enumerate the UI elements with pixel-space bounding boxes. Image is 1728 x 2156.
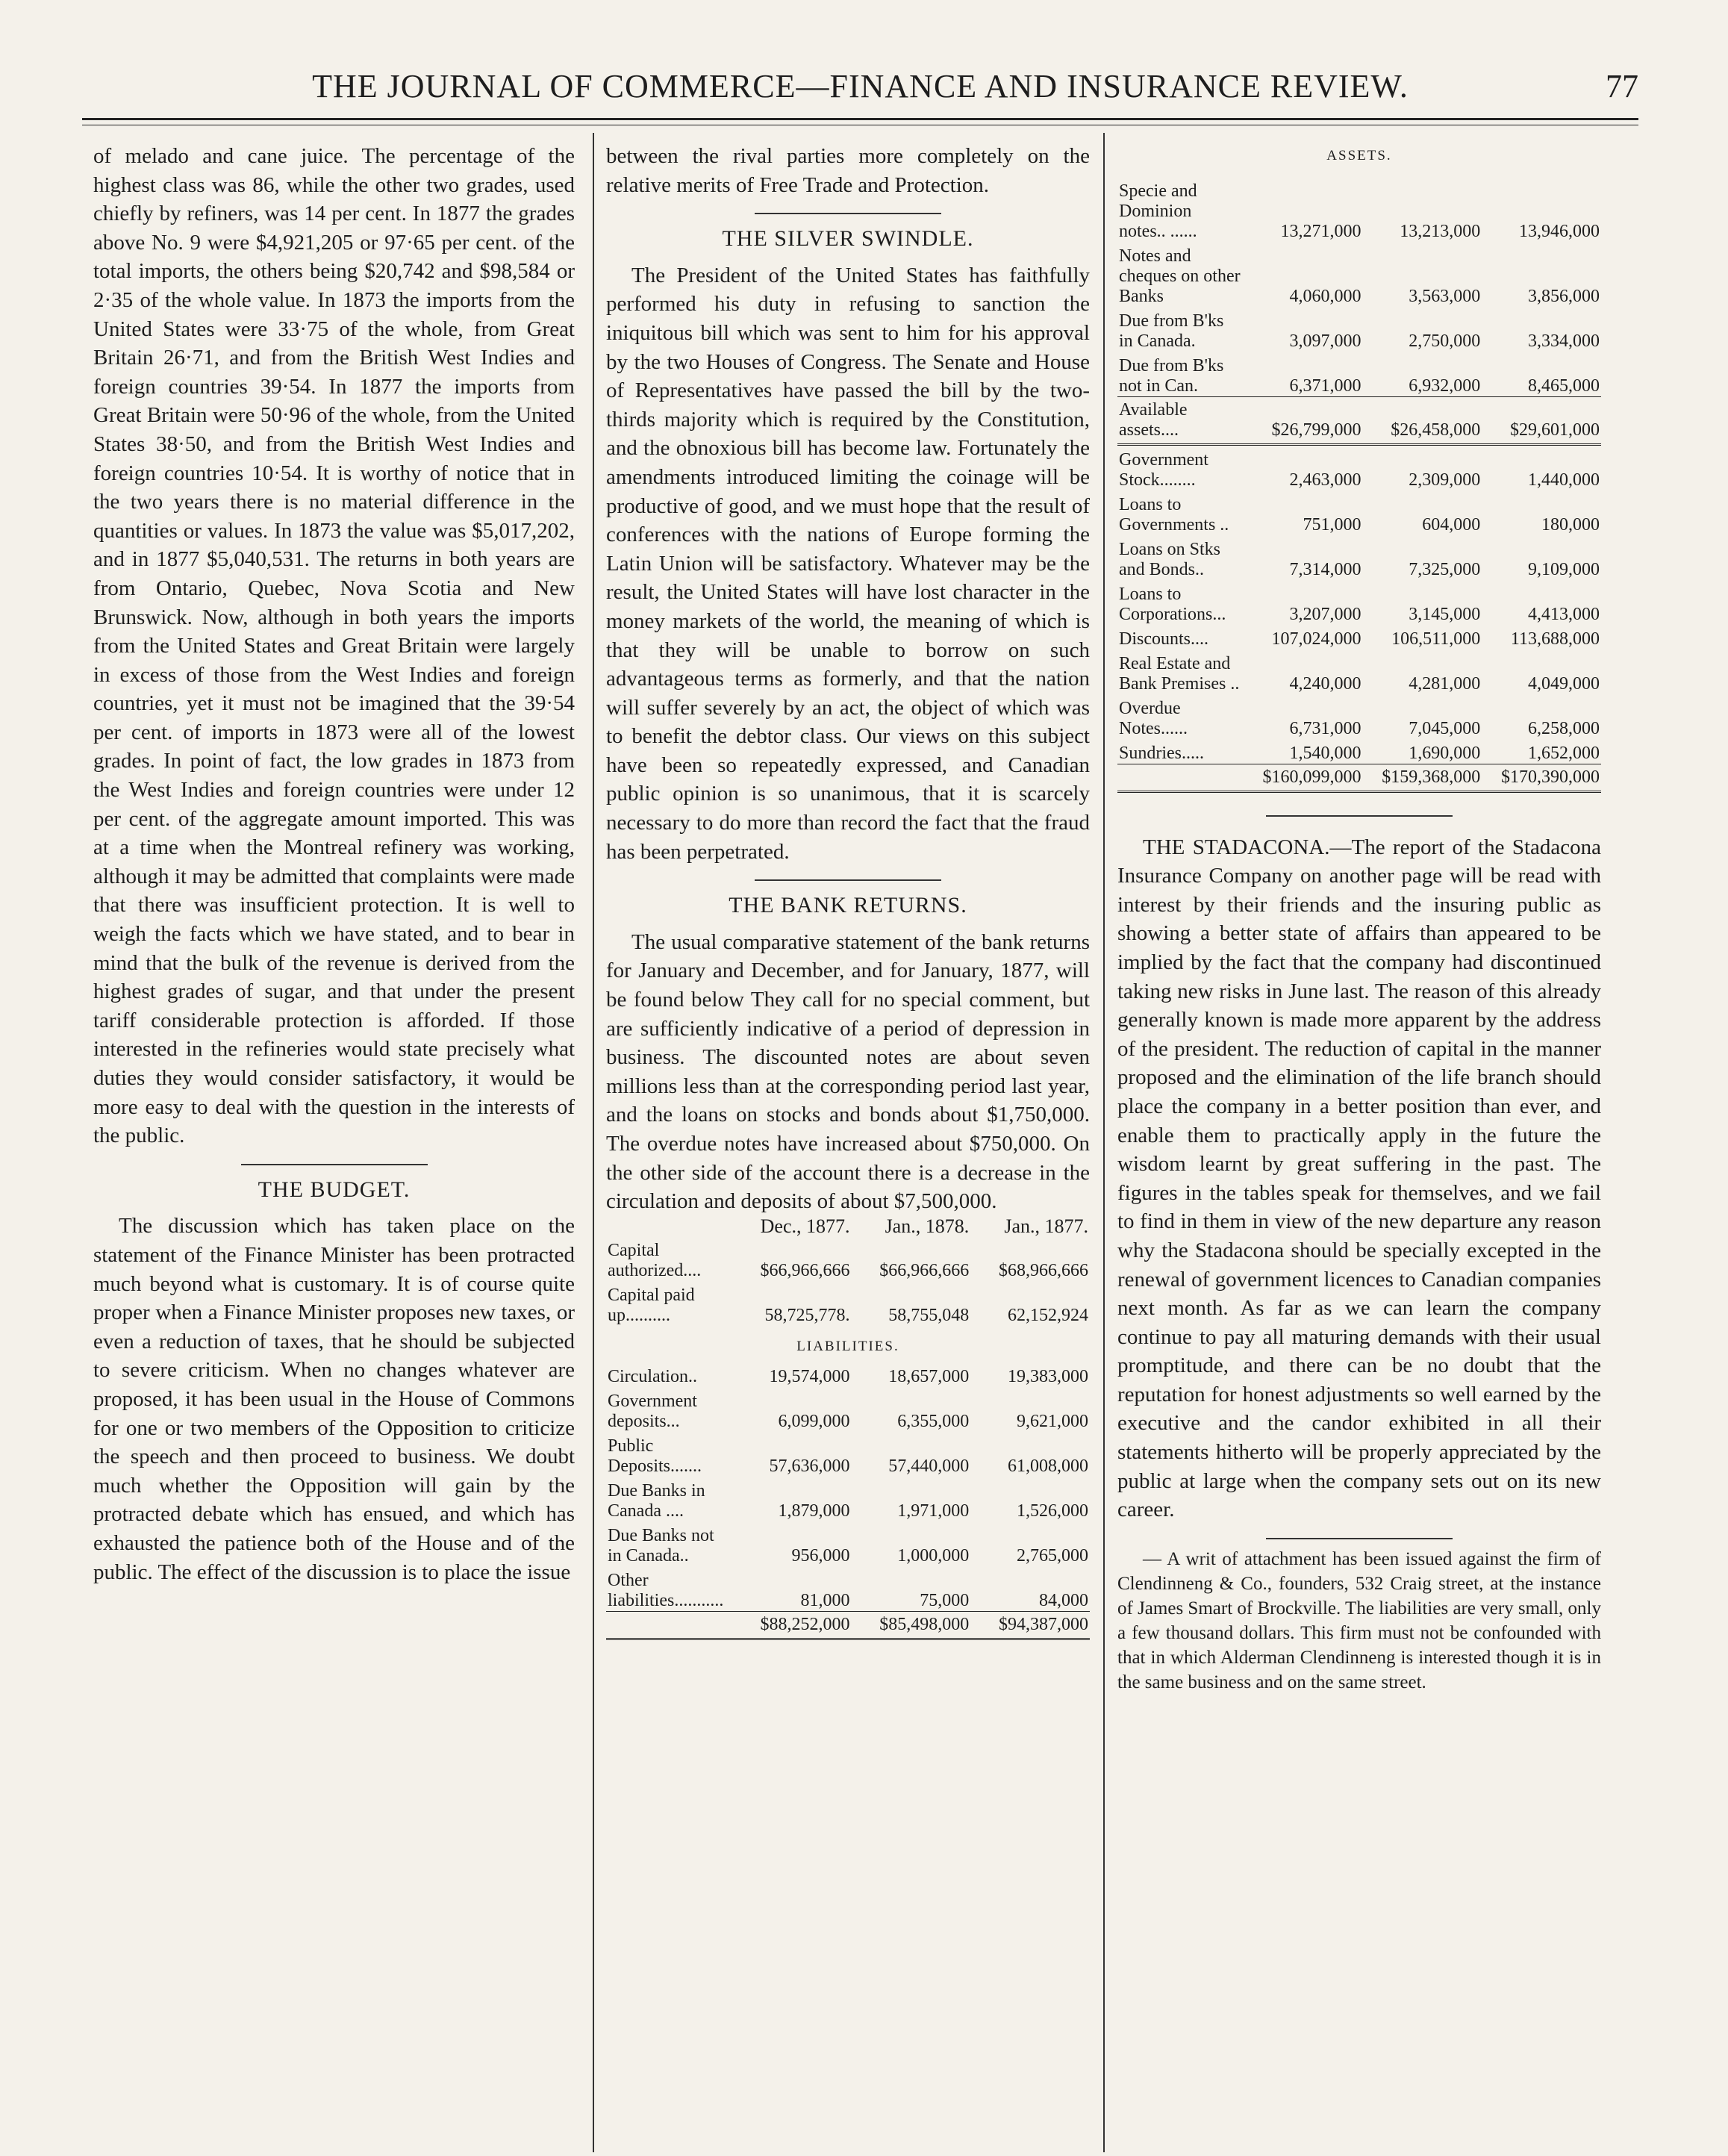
table-row: Loans to Corporations... 3,207,000 3,145,000 4,413,000 bbox=[1119, 584, 1600, 624]
section-separator bbox=[1266, 1538, 1453, 1539]
column-header: Jan., 1878. bbox=[885, 1215, 970, 1237]
bank-returns-heading: THE BANK RETURNS. bbox=[729, 893, 967, 918]
protection-paragraph: between the rival parties more completely on the relative merits of Free Trade and Protection. bbox=[606, 144, 1090, 197]
column-right bbox=[1117, 142, 1601, 1695]
column-header: Dec., 1877. bbox=[760, 1215, 850, 1237]
liabilities-title: LIABILITIES. bbox=[796, 1338, 899, 1354]
assets-table bbox=[1117, 177, 1601, 793]
table-row: Due Banks in Canada .... 1,879,000 1,971,000 1,526,000 bbox=[608, 1480, 1088, 1521]
table-row: Circulation.. 19,574,000 18,657,000 19,383,000 bbox=[608, 1366, 1088, 1386]
table-total-row: $160,099,000 $159,368,000 $170,390,000 bbox=[1117, 764, 1601, 791]
column-divider bbox=[593, 133, 594, 2152]
column-divider bbox=[1103, 133, 1105, 2152]
stadacona-paragraph: THE STADACONA.—The report of the Stadacona Insurance Company on another page will be read with interest by their friends and the insuring public as showing a better state of affairs than appeared to be implied by the fact that the company had discontinued taking new risks in June last. The reason of this already generally known is made more apparent by the address of the president. The reduction of capital in the manner proposed and the elimination of the life branch should place the company in a better position than ever, and enable them to practically apply in the future the wisdom learnt by great suffering in the past. The figures in the tables speak for themselves, and we fail to find in them in view of the new departure any reason why the Stadacona should be specially excepted in the renewal of government licences to Canadian companies next month. As far as we can learn the company continue to pay all maturing demands with their usual promptitude, and there can be no doubt that the reputation for honest adjustments so well earned by the executive and the candor exhibited in all their statements hitherto will be properly appreciated by the public at large when the company sets out on its new career. bbox=[1117, 835, 1601, 1522]
table-row: Capital authorized.... $66,966,666 $66,966,666 $68,966,666 bbox=[608, 1240, 1088, 1280]
table-row: Real Estate and Bank Premises .. 4,240,000 4,281,000 4,049,000 bbox=[1119, 653, 1600, 694]
table-row: Specie and Dominion notes.. ...... 13,271,000 13,213,000 13,946,000 bbox=[1119, 181, 1600, 241]
table-row: Due from B'ks in Canada. 3,097,000 2,750,000 3,334,000 bbox=[1119, 311, 1600, 351]
budget-paragraph: The discussion which has taken place on the statement of the Finance Minister has been protracted much beyond what is customary. It is of course quite proper when a Finance Minister proposes new taxes, or even a reduction of taxes, that he should be subjected to severe criticism. When no changes whatever are proposed, it has been usual in the House of Commons for one or two members of the Opposition to criticize the speech and then proceed to business. We doubt much whether the Opposition will gain by the protracted debate which has ensued, and which has exhausted the patience both of the House and of the public. The effect of the discussion is to place the issue bbox=[93, 1214, 575, 1584]
table-row: Discounts.... 107,024,000 106,511,000 113,688,000 bbox=[1119, 629, 1600, 649]
silver-heading: THE SILVER SWINDLE. bbox=[722, 226, 974, 252]
section-separator bbox=[755, 213, 941, 214]
attachment-notice: — A writ of attachment has been issued against the firm of Clendinneng & Co., founders, 532 Craig street, at the instance of James Smart of Brockville. The liabilities are very small, only a few thousand dollars. This firm must not be confounded with that in which Alderman Clendinneng is interested though it is in the same business and on the same street. bbox=[1117, 1548, 1601, 1692]
table-row: Loans on Stks and Bonds.. 7,314,000 7,325,000 9,109,000 bbox=[1119, 539, 1600, 579]
budget-heading: THE BUDGET. bbox=[258, 1177, 411, 1202]
page-number: 77 bbox=[1606, 68, 1638, 105]
table-row: Government Stock........ 2,463,000 2,309,000 1,440,000 bbox=[1119, 449, 1600, 490]
table-row: Other liabilities........... 81,000 75,000 84,000 bbox=[608, 1570, 1088, 1610]
table-total-row: $88,252,000 $85,498,000 $94,387,000 bbox=[606, 1611, 1090, 1639]
table-row: Public Deposits....... 57,636,000 57,440,000 61,008,000 bbox=[608, 1436, 1088, 1476]
silver-paragraph: The President of the United States has faithfully performed his duty in refusing to sanction the iniquitous bill which was sent to him for his approval by the two Houses of Congress. The Senate and House of Representatives have passed the bill by the two-thirds majority which is required by the Constitution, and the obnoxious bill has become law. Fortunately the amendments introduced limiting the coinage will be productive of good, and we must hope that the result of conferences with the nations of Europe forming the Latin Union will be satisfactory. Whatever may be the result, the United States will have lost character in the money markets of the world, the meaning of which is that they will be unable to borrow on such advantageous terms as formerly, and that the nation will suffer severely by an act, the object of which was to benefit the debtor class. Our views on this subject have been so repeatedly expressed, and Canadian public opinion is so unanimous, that it is scarcely necessary to do more than record the fact that the fraud has been perpetrated. bbox=[606, 263, 1090, 864]
table-row: Loans to Governments .. 751,000 604,000 180,000 bbox=[1119, 494, 1600, 535]
section-separator bbox=[1266, 815, 1453, 817]
table-row: Due from B'ks not in Can. 6,371,000 6,932,000 8,465,000 bbox=[1119, 355, 1600, 396]
available-assets-row: Available assets.... $26,799,000 $26,458,000 $29,601,000 bbox=[1117, 396, 1601, 444]
assets-title: ASSETS. bbox=[1326, 148, 1392, 163]
page-header bbox=[82, 60, 1638, 119]
column-middle bbox=[606, 142, 1090, 1640]
table-row: Capital paid up.......... 58,725,778. 58,755,048 62,152,924 bbox=[608, 1285, 1088, 1325]
table-row: Notes and cheques on other Banks 4,060,000 3,563,000 3,856,000 bbox=[1119, 246, 1600, 306]
header-rule bbox=[82, 118, 1638, 120]
table-row: Government deposits... 6,099,000 6,355,000 9,621,000 bbox=[608, 1391, 1088, 1431]
column-header: Jan., 1877. bbox=[1004, 1215, 1088, 1237]
bank-returns-table bbox=[606, 1216, 1090, 1640]
table-row: Due Banks not in Canada.. 956,000 1,000,000 2,765,000 bbox=[608, 1525, 1088, 1565]
column-left bbox=[93, 142, 575, 1586]
sugar-paragraph: of melado and cane juice. The percentage of the highest class was 86, while the other two grades, used chiefly by refiners, was 14 per cent. In 1877 the grades above No. 9 were $4,921,205 or 97·65 per cent. of the total imports, the others being $20,742 and $98,584 or 2·35 of the whole value. In 1873 the imports from the United States were 33·75 of the whole, from Great Britain 26·71, and from the British West Indies and foreign countries 39·54. In 1877 the imports from Great Britain were 50·96 of the whole, from the United States 38·50, and from the British West Indies and foreign countries 10·54. It is worthy of notice that in the two years there is no material difference in the quantities or values. In 1873 the value was $5,017,202, and in 1877 $5,040,531. The returns in both years are from Ontario, Quebec, Nova Scotia and New Brunswick. Now, although in both years the imports from the United States and Great Britain were largely in excess of those from the West Indies and foreign countries, yet it must not be imagined that the 39·54 per cent. of imports in 1873 were all of the lowest grades. In point of fact, the low grades in 1873 from the West Indies and foreign countries were under 12 per cent. of the aggregate amount imported. This was at a time when the Montreal refinery was working, although it may be admitted that complaints were made that there was insufficient protection. It is well to weigh the facts which we have stated, and to bear in mind that the bulk of the revenue is derived from the highest grades of sugar, and that under the present tariff considerable protection is afforded. If those interested in the refineries would state precisely what duties they would consider satisfactory, it would be more easy to deal with the question in the interests of the public. bbox=[93, 144, 575, 1148]
section-separator bbox=[755, 879, 941, 881]
table-row: Overdue Notes...... 6,731,000 7,045,000 6,258,000 bbox=[1119, 698, 1600, 738]
table-row: Sundries..... 1,540,000 1,690,000 1,652,000 bbox=[1119, 743, 1600, 763]
section-separator bbox=[241, 1164, 428, 1165]
journal-title: THE JOURNAL OF COMMERCE—FINANCE AND INSURANCE REVIEW. bbox=[312, 68, 1409, 105]
bank-returns-paragraph: The usual comparative statement of the bank returns for January and December, and for January, 1877, will be found below They call for no special comment, but are sufficiently indicative of a period of depression in business. The discounted notes are about seven millions less than at the corresponding period last year, and the loans on stocks and bonds about $1,750,000. The overdue notes have increased about $750,000. On the other side of the account there is a decrease in the circulation and deposits of about $7,500,000. bbox=[606, 929, 1090, 1214]
